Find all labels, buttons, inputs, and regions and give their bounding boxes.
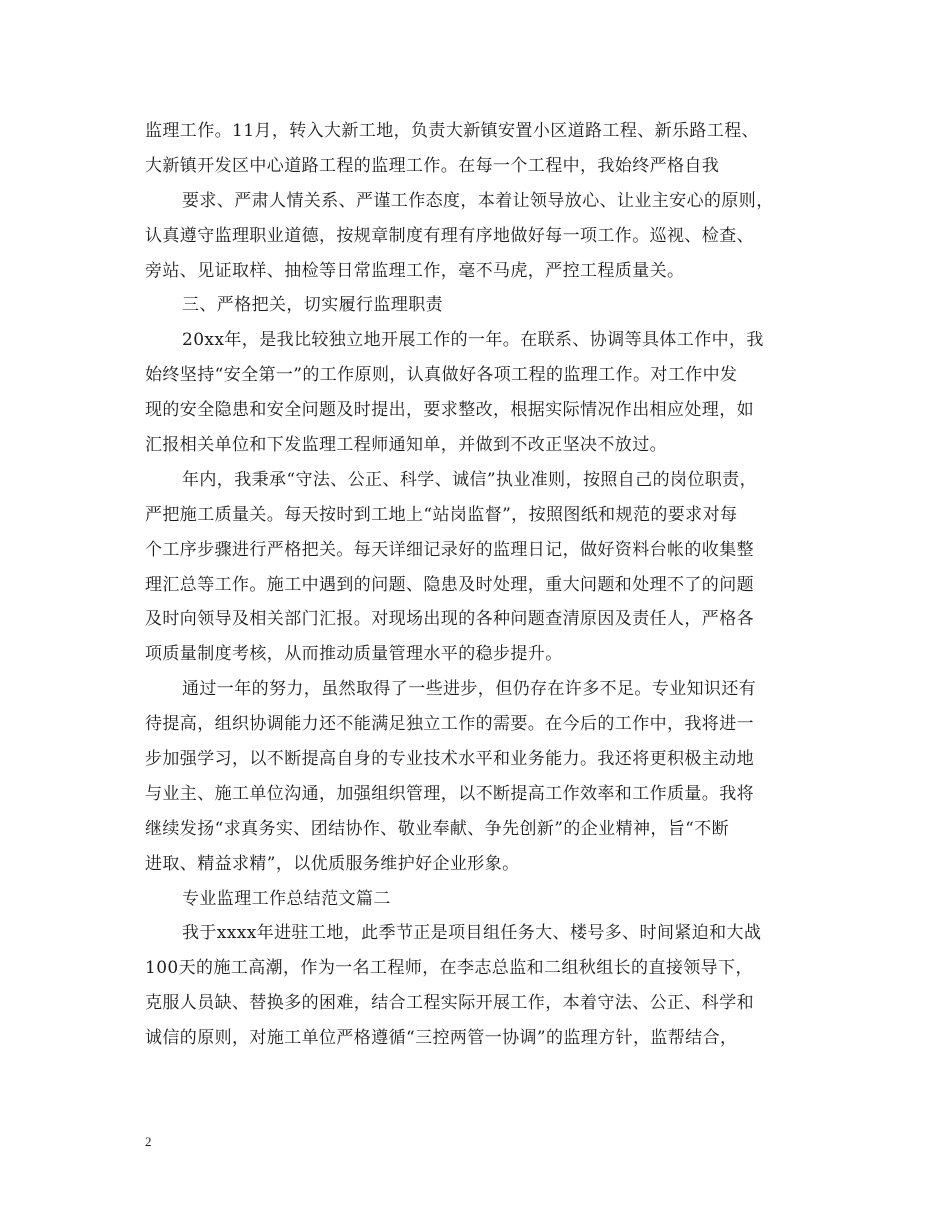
text-line: 我于xxxx年进驻工地，此季节正是项目组任务大、楼号多、时间紧迫和大战 — [182, 923, 762, 944]
text-line: 及时向领导及相关部门汇报。对现场出现的各种问题查清原因及责任人，严格各 — [145, 609, 754, 630]
text-line: 汇报相关单位和下发监理工程师通知单，并做到不改正坚决不放过。 — [145, 435, 667, 456]
text-line: 年内，我秉承“守法、公正、科学、诚信”执业准则，按照自己的岗位职责， — [182, 469, 757, 490]
page-number: 2 — [145, 1134, 152, 1149]
text-line: 进取、精益求精”，以优质服务维护好企业形象。 — [145, 853, 520, 874]
text-line: 始终坚持“安全第一”的工作原则，认真做好各项工程的监理工作。对工作中发 — [145, 365, 738, 386]
text-line: 理汇总等工作。施工中遇到的问题、隐患及时处理，重大问题和处理不了的问题 — [145, 574, 754, 595]
text-line: 待提高，组织协调能力还不能满足独立工作的需要。在今后的工作中，我将进一 — [145, 714, 754, 735]
text-line: 通过一年的努力，虽然取得了一些进步，但仍存在许多不足。专业知识还有 — [182, 679, 757, 700]
text-line: 继续发扬“求真务实、团结协作、敬业奉献、争先创新”的企业精神，旨“不断 — [145, 818, 730, 839]
body-text — [145, 114, 810, 1056]
text-line: 100天的施工高潮，作为一名工程师，在李志总监和二组秋组长的直接领导下， — [145, 958, 753, 979]
text-line: 监理工作。11月，转入大新工地，负责大新镇安置小区道路工程、新乐路工程、 — [145, 121, 760, 141]
section-heading: 专业监理工作总结范文篇二 — [182, 888, 391, 909]
text-line: 要求、严肃人情关系、严谨工作态度，本着让领导放心、让业主安心的原则， — [182, 190, 774, 211]
text-line: 20xx年，是我比较独立地开展工作的一年。在联系、协调等具体工作中，我 — [182, 330, 764, 351]
text-line: 与业主、施工单位沟通，加强组织管理，以不断提高工作效率和工作质量。我将 — [145, 783, 754, 804]
text-line: 克服人员缺、替换多的困难，结合工程实际开展工作，本着守法、公正、科学和 — [145, 993, 754, 1014]
text-line: 诚信的原则，对施工单位严格遵循“三控两管一协调”的监理方针，监帮结合， — [145, 1028, 738, 1049]
section-heading: 三、严格把关，切实履行监理职责 — [182, 295, 443, 316]
text-line: 严把施工质量关。每天按时到工地上“站岗监督”，按照图纸和规范的要求对每 — [145, 504, 738, 525]
text-line: 认真遵守监理职业道德，按规章制度有理有序地做好每一项工作。巡视、检查、 — [145, 225, 754, 246]
text-line: 步加强学习，以不断提高自身的专业技术水平和业务能力。我还将更积极主动地 — [145, 749, 754, 770]
text-line: 旁站、见证取样、抽检等日常监理工作，毫不马虎，严控工程质量关。 — [145, 260, 685, 281]
text-line: 个工序步骤进行严格把关。每天详细记录好的监理日记，做好资料台帐的收集整 — [145, 539, 754, 560]
text-line: 项质量制度考核，从而推动质量管理水平的稳步提升。 — [145, 644, 563, 665]
text-line: 现的安全隐患和安全问题及时提出，要求整改，根据实际情况作出相应处理，如 — [145, 400, 754, 421]
text-line: 大新镇开发区中心道路工程的监理工作。在每一个工程中，我始终严格自我 — [145, 155, 720, 176]
